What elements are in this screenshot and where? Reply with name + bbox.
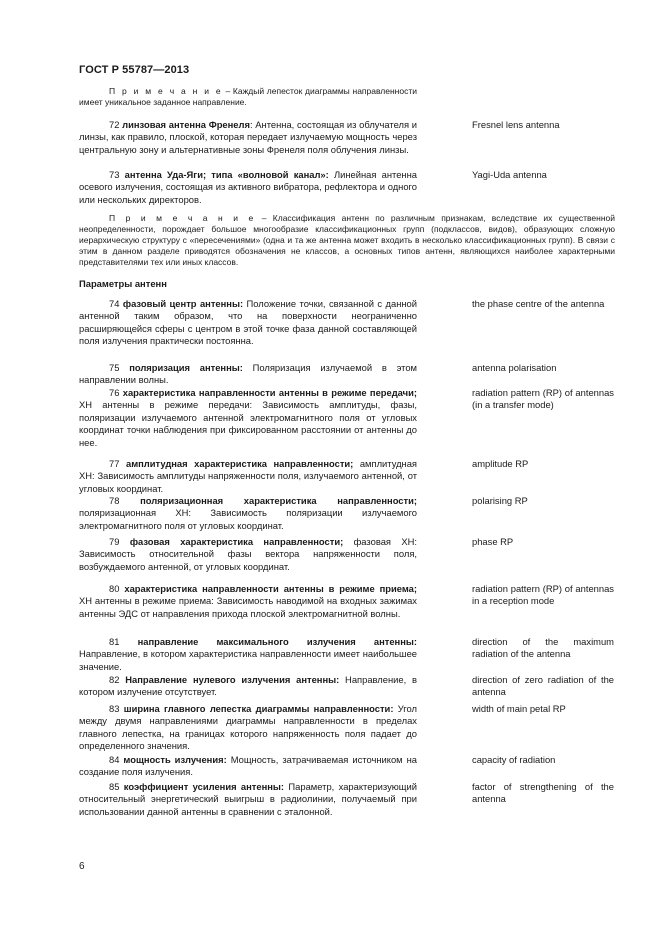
term-definition: Параметр, характеризующий относительный энергетический выигрыш в радиолинии, получаемый при использовании данной антенны в сравнении с эталонной. — [79, 781, 417, 817]
term-73 — [79, 169, 417, 206]
term-number: 85 — [109, 781, 120, 792]
term-definition: Направление, в котором характеристика направленности имеет наибольшее значение. — [79, 648, 417, 672]
note-text: – Каждый лепесток диаграммы направленности имеет уникальное заданное направление. — [79, 86, 417, 107]
term-76 — [79, 387, 417, 449]
term-number: 84 — [109, 754, 120, 765]
term-83 — [79, 703, 417, 753]
term-definition: : Антенна, состоящая из облучателя и линзы, как правило, плоской, которая передает излучаемую мощность через центральную зону и альтернативные зоны Френеля поля облучения линзы. — [79, 119, 417, 155]
term-80-english: radiation pattern (RP) of antennas in a reception mode — [472, 583, 614, 607]
term-76-english: radiation pattern (RP) of antennas (in a transfer mode) — [472, 387, 614, 411]
term-number: 79 — [109, 536, 120, 547]
note-lead: П р и м е ч а н и е — [109, 213, 256, 223]
term-82 — [79, 674, 417, 699]
term-name: антенна Уда-Яги; типа «волновой канал»: — [124, 169, 329, 180]
page-number: 6 — [79, 861, 85, 872]
term-77-english: amplitude RP — [472, 458, 529, 469]
term-name: фазовая характеристика направленности; — [129, 536, 344, 547]
term-78-english: polarising RP — [472, 495, 528, 506]
term-number: 73 — [109, 169, 120, 180]
term-name: линзовая антенна Френеля — [122, 119, 250, 130]
term-75 — [79, 362, 417, 387]
term-84-english: capacity of radiation — [472, 754, 556, 765]
term-name: ширина главного лепестка диаграммы направленности: — [123, 703, 394, 714]
term-definition: Положение точки, связанной с данной антенной таким образом, что на поверхности неограниченно расширяющейся сферы с центром в этой точке фаза данной составляющей поля излучения практически постоянна. — [79, 298, 417, 347]
term-85-english: factor of strengthening of the antenna — [472, 781, 614, 805]
document-header: ГОСТ Р 55787—2013 — [79, 64, 190, 76]
term-number: 72 — [109, 119, 120, 130]
term-name: характеристика направленности антенны в режиме приема; — [124, 583, 417, 594]
term-77 — [79, 458, 417, 495]
term-number: 81 — [109, 636, 120, 647]
term-name: направление максимального излучения антенны: — [137, 636, 417, 647]
term-definition: поляризационная ХН: Зависимость поляризации излучаемого электромагнитного поля от угловых координат. — [79, 507, 417, 531]
term-74-english: the phase centre of the antenna — [472, 298, 605, 309]
term-80 — [79, 583, 417, 620]
term-name: амплитудная характеристика направленности; — [125, 458, 354, 469]
term-name: характеристика направленности антенны в режиме передачи; — [122, 387, 417, 398]
term-name: мощность излучения: — [123, 754, 227, 765]
term-name: Направление нулевого излучения антенны: — [125, 674, 340, 685]
term-75-english: antenna polarisation — [472, 362, 557, 373]
term-definition: Поляризация излучаемой в этом направлении волны. — [79, 362, 418, 386]
term-name: коэффициент усиления антенны: — [123, 781, 285, 792]
term-78 — [79, 495, 417, 532]
term-definition: Линейная антенна осевого излучения, состоящая из активного вибратора, рефлектора и одного или нескольких директоров. — [79, 169, 417, 205]
term-definition: ХН антенны в режиме приема: Зависимость наводимой на входных зажимах антенны ЭДС от направления прихода плоской электромагнитной волны. — [79, 595, 417, 619]
term-72-english: Fresnel lens antenna — [472, 119, 560, 130]
term-definition: амплитудная ХН: Зависимость амплитуды напряженности поля, излучаемого антенной, от угловых координат. — [79, 458, 418, 494]
term-number: 77 — [109, 458, 120, 469]
term-72 — [79, 119, 417, 156]
term-number: 74 — [109, 298, 120, 309]
term-number: 83 — [109, 703, 120, 714]
term-number: 76 — [109, 387, 120, 398]
section-title: Параметры антенн — [79, 278, 167, 289]
term-82-english: direction of zero radiation of the antenna — [472, 674, 614, 698]
term-name: поляризация антенны: — [129, 362, 243, 373]
term-definition: Направление, в котором излучение отсутствует. — [79, 674, 417, 698]
note-classification — [79, 213, 615, 268]
term-number: 82 — [109, 674, 120, 685]
term-73-english: Yagi-Uda antenna — [472, 169, 547, 180]
note-text: – Классификация антенн по различным признакам, вследствие их существенной неопределенности, порождает большое многообразие классификационных групп (подклассов, видов), образующих сложную иерархическую структуру с «пересечениями» (одна и та же антенна может входить в несколько классификационных групп). В связи с этим в данном разделе приводятся обозначения не классов, а основных типов антенн, являющихся наиболее характерными представителями тех или иных классов. — [79, 213, 615, 267]
term-79-english: phase RP — [472, 536, 514, 547]
note-lead: П р и м е ч а н и е — [109, 86, 223, 96]
term-83-english: width of main petal RP — [472, 703, 566, 714]
term-74 — [79, 298, 417, 348]
term-number: 75 — [109, 362, 120, 373]
term-definition: Угол между двумя направлениями диаграммы направленности в пределах главного лепестка, на границах которого напряженность поля падает до определенного значения. — [79, 703, 417, 752]
term-84 — [79, 754, 417, 779]
term-definition: Мощность, затрачиваемая источником на создание поля излучения. — [79, 754, 417, 778]
term-81 — [79, 636, 417, 673]
term-name: поляризационная характеристика направленности; — [140, 495, 417, 506]
term-85 — [79, 781, 417, 818]
term-number: 80 — [109, 583, 120, 594]
term-definition: ХН антенны в режиме передачи: Зависимость амплитуды, фазы, поляризации излучаемого антенной электромагнитного поля от угловых координат точки наблюдения при фиксированном расстоянии от антенны до нее. — [79, 399, 417, 448]
term-number: 78 — [109, 495, 120, 506]
term-name: фазовый центр антенны: — [122, 298, 244, 309]
term-definition: фазовая ХН: Зависимость относительной фазы вектора напряженности поля, возбуждаемого антенной, от угловых координат. — [79, 536, 418, 572]
note-rp-petals — [79, 86, 417, 108]
term-81-english: direction of the maximum radiation of the antenna — [472, 636, 614, 660]
term-79 — [79, 536, 417, 573]
